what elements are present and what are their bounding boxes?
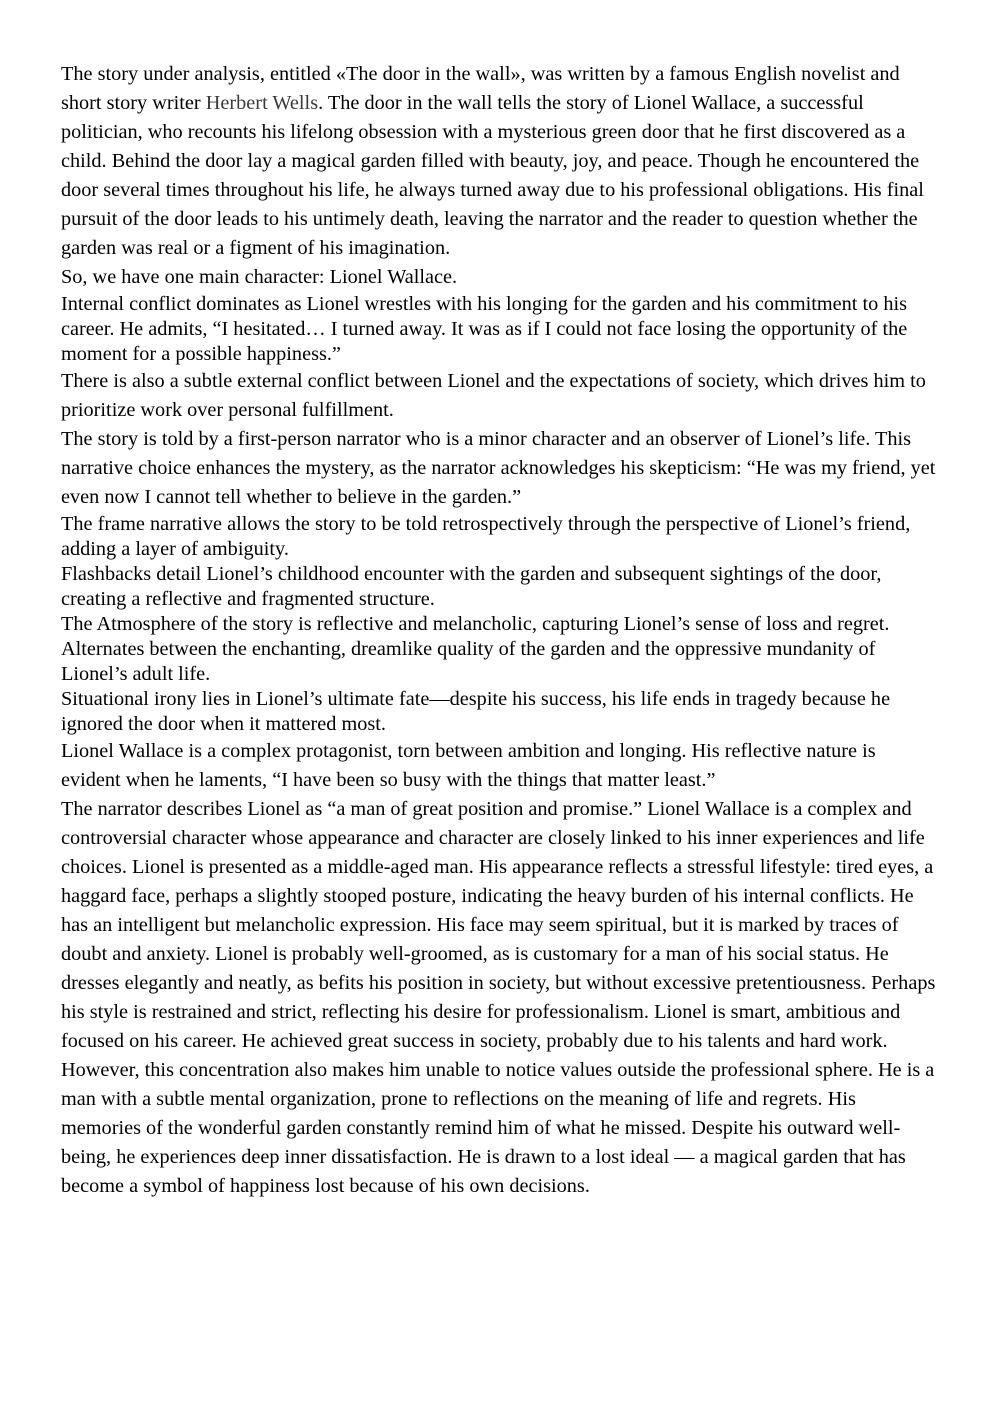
intro-text-end: . The door in the wall tells the story of Lionel Wallace, a successful politician, who recounts his lifelong obsession with a mysterious green door that he first discovered as a child. Behind the door lay a magical garden filled with beauty, joy, and peace. Though he encountered the door several times throughout his life, he always turned away due to his professional obligations. His final pursuit of the door leads to his untimely death, leaving the narrator and the reader to question whether the garden was real or a figment of his imagination.: [61, 92, 924, 259]
paragraph-irony: Situational irony lies in Lionel’s ultimate fate—despite his success, his life ends in tragedy because he ignored the door when it mattered most.: [61, 688, 891, 735]
paragraph-alternates: Alternates between the enchanting, dreamlike quality of the garden and the oppressive mundanity of Lionel’s adult life.: [61, 638, 876, 685]
paragraph-frame-narrative: The frame narrative allows the story to be told retrospectively through the perspective of Lionel’s friend, adding a layer of ambiguity.: [61, 513, 911, 560]
paragraph-external-conflict: There is also a subtle external conflict between Lionel and the expectations of society, which drives him to prioritize work over personal fulfillment.: [61, 370, 926, 421]
paragraph-character-description: The narrator describes Lionel as “a man of great position and promise.” Lionel Wallace is a complex and controversial character whose appearance and character are closely linked to his inner experiences and life choices. Lionel is presented as a middle-aged man. His appearance reflects a stressful lifestyle: tired eyes, a haggard face, perhaps a slightly stooped posture, indicating the heavy burden of his internal conflicts. He has an intelligent but melancholic expression. His face may seem spiritual, but it is marked by traces of doubt and anxiety. Lionel is probably well-groomed, as is customary for a man of his social status. He dresses elegantly and neatly, as befits his position in society, but without excessive pretentiousness. Perhaps his style is restrained and strict, reflecting his desire for professionalism. Lionel is smart, ambitious and focused on his career. He achieved great success in society, probably due to his talents and hard work. However, this concentration also makes him unable to notice values outside the professional sphere. He is a man with a subtle mental organization, prone to reflections on the meaning of life and regrets. His memories of the wonderful garden constantly remind him of what he missed. Despite his outward well-being, he experiences deep inner dissatisfaction. He is drawn to a lost ideal — a magical garden that has become a symbol of happiness lost because of his own decisions.: [61, 798, 936, 1197]
intro-text-start: The story under analysis, entitled «The door in the wall», was written by a famous English novelist and short story writer: [61, 63, 900, 114]
paragraph-internal-conflict: Internal conflict dominates as Lionel wrestles with his longing for the garden and his commitment to his career. He admits, “I hesitated… I turned away. It was as if I could not face losing the opportunity of the moment for a possible happiness.”: [61, 293, 908, 365]
author-link[interactable]: Herbert Wells: [205, 92, 319, 114]
intro-paragraph: [61, 60, 936, 263]
document-body: [61, 60, 936, 1201]
paragraph-atmosphere: The Atmosphere of the story is reflective and melancholic, capturing Lionel’s sense of loss and regret.: [61, 613, 890, 635]
paragraph-narrator: The story is told by a first-person narrator who is a minor character and an observer of Lionel’s life. This narrative choice enhances the mystery, as the narrator acknowledges his skepticism: “He was my friend, yet even now I cannot tell whether to believe in the garden.”: [61, 428, 936, 508]
paragraph-protagonist: Lionel Wallace is a complex protagonist, torn between ambition and longing. His reflective nature is evident when he laments, “I have been so busy with the things that matter least.”: [61, 740, 876, 791]
paragraph-main-character: So, we have one main character: Lionel Wallace.: [61, 266, 458, 288]
paragraph-flashbacks: Flashbacks detail Lionel’s childhood encounter with the garden and subsequent sightings of the door, creating a reflective and fragmented structure.: [61, 563, 882, 610]
